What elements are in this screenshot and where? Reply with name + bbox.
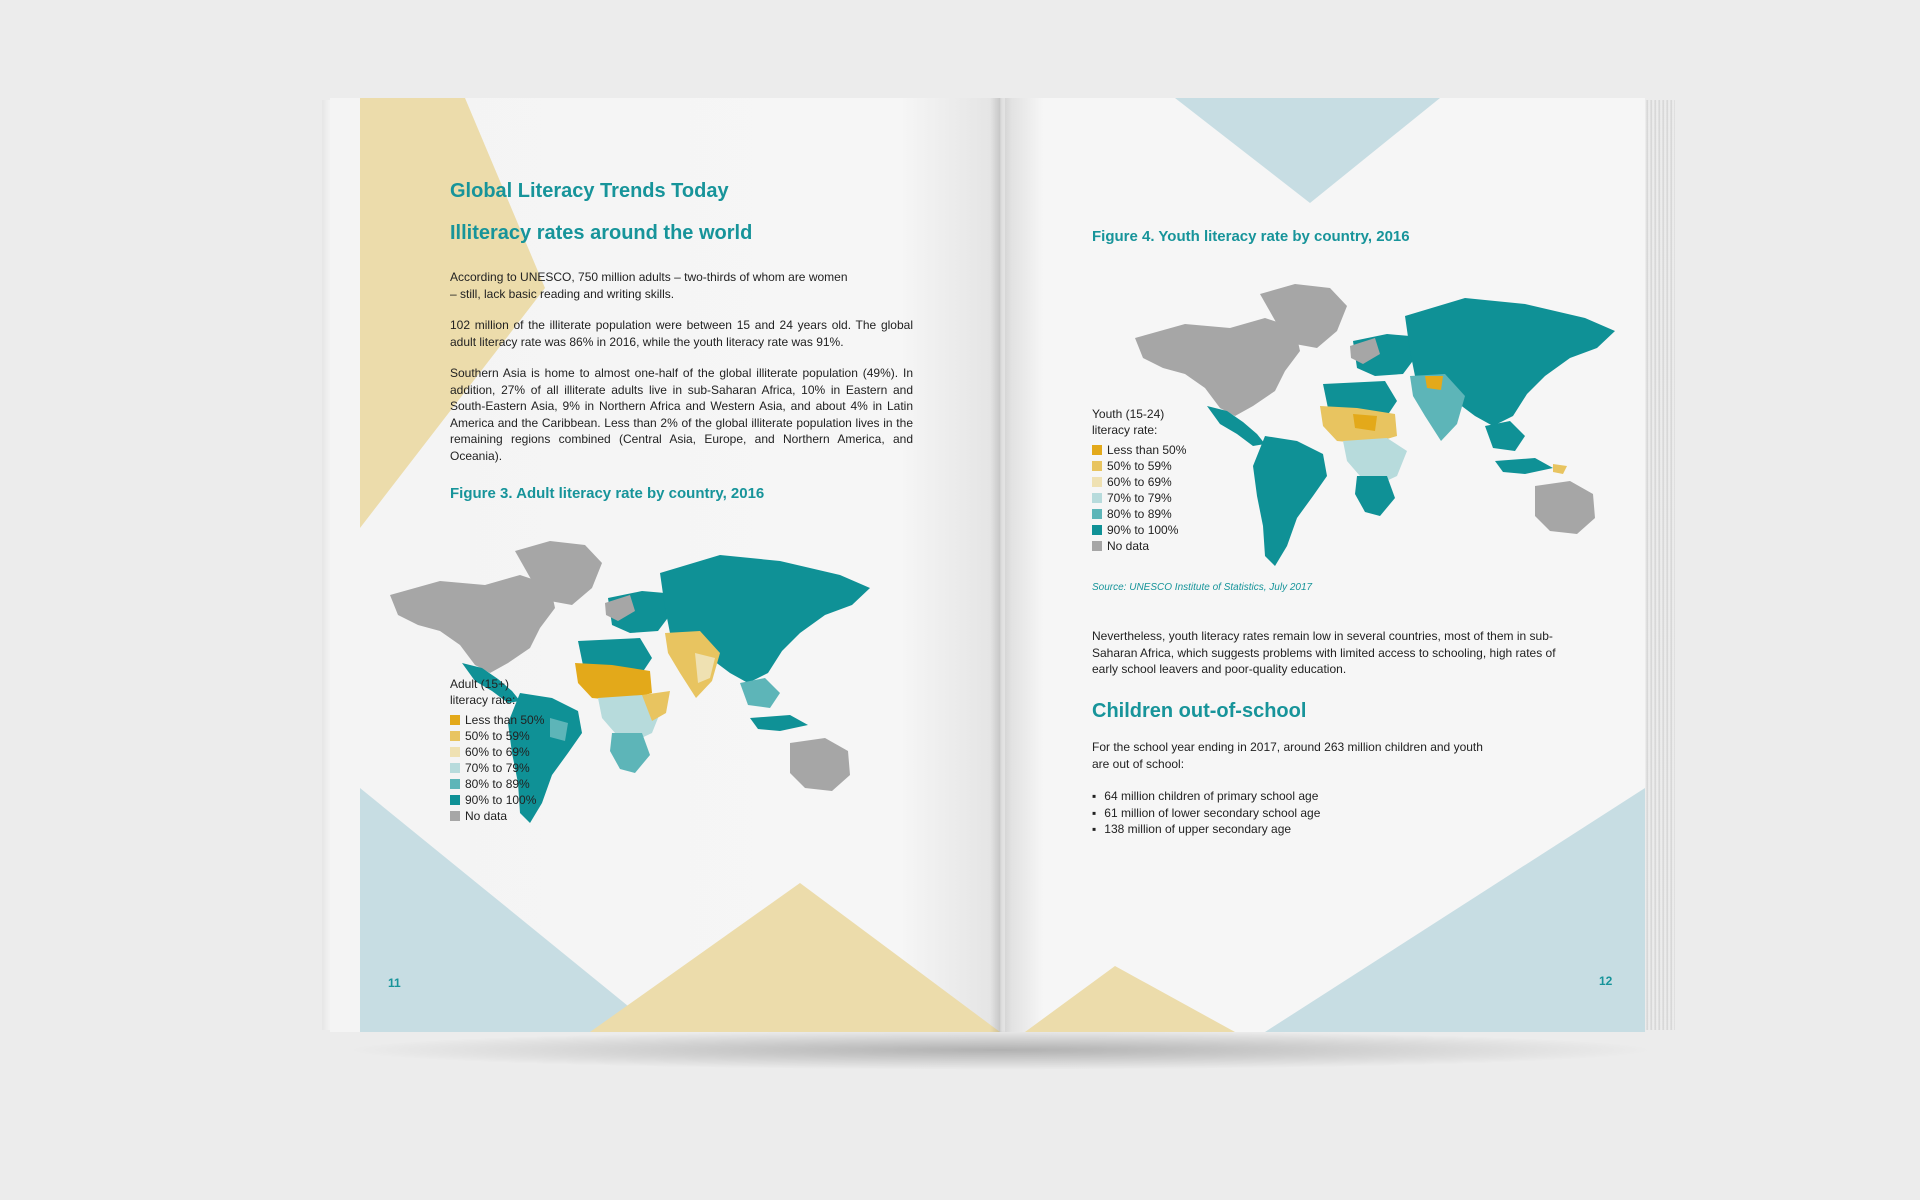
legend-label: 70% to 79% — [465, 761, 530, 775]
southeast-asia-shape — [740, 678, 780, 708]
legend-swatch — [450, 731, 460, 741]
page-stack-right-edge — [1643, 100, 1675, 1030]
legend-item-80-to-89 — [450, 776, 544, 792]
bullet-list-out-of-school — [1092, 788, 1320, 838]
deco-blue-triangle-bottom — [1265, 788, 1645, 1032]
legend-swatch — [1092, 445, 1102, 455]
legend-title: Youth (15-24) literacy rate: — [1092, 407, 1165, 437]
legend-item-90-to-100 — [450, 792, 544, 808]
legend-swatch — [450, 747, 460, 757]
legend-swatch — [450, 811, 460, 821]
deco-blue-triangle-top — [1175, 98, 1440, 203]
legend-item-70-to-79 — [1092, 490, 1186, 506]
legend-label: Less than 50% — [1107, 443, 1187, 457]
indonesia-shape — [1495, 458, 1553, 474]
page-number: 11 — [388, 976, 401, 990]
legend-swatch — [1092, 541, 1102, 551]
book-shadow — [340, 1030, 1660, 1070]
legend-swatch — [1092, 493, 1102, 503]
png-shape — [1553, 464, 1567, 474]
legend-label: 80% to 89% — [1107, 507, 1172, 521]
legend-item-no-data — [1092, 538, 1186, 554]
legend-item-70-to-79 — [450, 760, 544, 776]
legend-adult-literacy — [450, 676, 544, 824]
legend-label: Less than 50% — [465, 713, 545, 727]
legend-swatch — [1092, 525, 1102, 535]
legend-item-50-to-59 — [450, 728, 544, 744]
north-america-shape — [1135, 318, 1300, 416]
australia-shape — [1535, 481, 1595, 534]
legend-item-less-than-50 — [450, 712, 544, 728]
list-item: ▪ 138 million of upper secondary age — [1092, 821, 1320, 838]
legend-item-50-to-59 — [1092, 458, 1186, 474]
paragraph-youth-literacy: Nevertheless, youth literacy rates remain low in several countries, most of them in sub-Saharan Africa, which suggests problems with limited access to schooling, high rates of early school leavers and poor-quality education. — [1092, 629, 1556, 676]
legend-item-80-to-89 — [1092, 506, 1186, 522]
legend-label: 50% to 59% — [465, 729, 530, 743]
right-page — [1005, 98, 1645, 1032]
list-item: ▪ 61 million of lower secondary school age — [1092, 805, 1320, 822]
legend-item-less-than-50 — [1092, 442, 1186, 458]
legend-swatch — [450, 795, 460, 805]
southeast-asia-shape — [1485, 421, 1525, 451]
legend-label: 90% to 100% — [465, 793, 537, 807]
legend-label: 80% to 89% — [465, 777, 530, 791]
paragraph-out-of-school: For the school year ending in 2017, around 263 million children and youth are out of school: — [1092, 740, 1483, 771]
page-number: 12 — [1599, 974, 1613, 988]
list-item: ▪ 64 million children of primary school age — [1092, 788, 1320, 805]
legend-item-no-data — [450, 808, 544, 824]
legend-label: 60% to 69% — [465, 745, 530, 759]
legend-title: Adult (15+) literacy rate: — [450, 677, 516, 707]
left-page — [330, 98, 1000, 1032]
figure-4-title: Figure 4. Youth literacy rate by country, 2016 — [1092, 228, 1410, 245]
south-america-shape — [1253, 436, 1327, 566]
africa-south — [1355, 476, 1395, 516]
africa-south — [610, 733, 650, 773]
legend-swatch — [1092, 509, 1102, 519]
legend-swatch — [450, 715, 460, 725]
legend-item-90-to-100 — [1092, 522, 1186, 538]
indonesia-shape — [750, 715, 808, 731]
legend-label: No data — [465, 809, 508, 823]
legend-label: No data — [1107, 539, 1150, 553]
legend-swatch — [450, 763, 460, 773]
legend-item-60-to-69 — [1092, 474, 1186, 490]
legend-swatch — [1092, 461, 1102, 471]
legend-label: 70% to 79% — [1107, 491, 1172, 505]
section-heading-illiteracy: Illiteracy rates around the world — [450, 222, 753, 244]
deco-yellow-triangle-bottom — [1025, 966, 1235, 1032]
legend-label: 90% to 100% — [1107, 523, 1179, 537]
figure-source: Source: UNESCO Institute of Statistics, July 2017 — [1092, 582, 1313, 593]
page-title: Global Literacy Trends Today — [450, 180, 729, 202]
australia-shape — [790, 738, 850, 791]
world-map-youth-literacy — [1125, 276, 1625, 676]
afghanistan-shape — [1425, 376, 1443, 390]
section-heading-children-out-of-school: Children out-of-school — [1092, 700, 1307, 722]
book-spine — [990, 98, 1012, 1032]
legend-swatch — [1092, 477, 1102, 487]
legend-label: 60% to 69% — [1107, 475, 1172, 489]
figure-3-title: Figure 3. Adult literacy rate by country, 2016 — [450, 485, 765, 502]
legend-swatch — [450, 779, 460, 789]
north-america-shape — [390, 575, 555, 673]
paragraph-3: Southern Asia is home to almost one-half of the global illiterate population (49%). In addition, 27% of all illiterate adults live in sub-Saharan Africa, 10% in Eastern and South-Eastern Asia, 9% in Northern Africa and Western Asia, and about 4% in Latin America and the Caribbean. Less than 2% of the global illiterate population lives in the remaining regions combined (Central Asia, Europe, and Northern America, and Oceania). — [450, 366, 913, 463]
paragraph-2: 102 million of the illiterate population were between 15 and 24 years old. The global adult literacy rate was 86% in 2016, while the youth literacy rate was 91%. — [450, 318, 913, 349]
legend-youth-literacy — [1092, 406, 1186, 554]
paragraph-1: According to UNESCO, 750 million adults – two-thirds of whom are women – still, lack basic reading and writing skills. — [450, 270, 848, 301]
legend-label: 50% to 59% — [1107, 459, 1172, 473]
legend-item-60-to-69 — [450, 744, 544, 760]
